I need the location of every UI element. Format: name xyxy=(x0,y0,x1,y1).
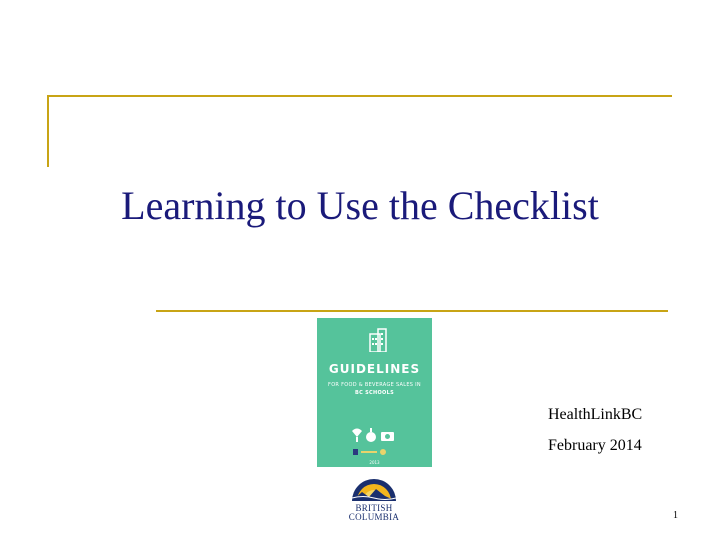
organization-name: HealthLinkBC xyxy=(548,406,643,423)
page-number: 1 xyxy=(673,510,678,521)
title-underline-rule xyxy=(156,310,668,312)
bc-logo-line1: BRITISH xyxy=(355,503,393,513)
partner-logos xyxy=(353,447,397,457)
title-frame-top-rule xyxy=(47,95,672,97)
title-frame-left-rule xyxy=(47,95,49,167)
cover-year: 2013 xyxy=(369,460,380,465)
cover-subtitle-line2: BC SCHOOLS xyxy=(355,390,394,396)
bc-logo-line2: COLUMBIA xyxy=(348,512,400,522)
slide-title: Learning to Use the Checklist xyxy=(121,183,599,228)
cover-heading: GUIDELINES xyxy=(328,362,421,376)
cover-subtitle-line1: FOR FOOD & BEVERAGE SALES IN xyxy=(328,382,421,388)
presentation-date: February 2014 xyxy=(548,437,642,454)
bc-sunrise-emblem-icon xyxy=(343,474,405,502)
british-columbia-logo xyxy=(343,474,405,526)
building-icon xyxy=(369,328,387,352)
food-icons xyxy=(349,425,399,445)
guidelines-cover-image xyxy=(317,318,432,467)
